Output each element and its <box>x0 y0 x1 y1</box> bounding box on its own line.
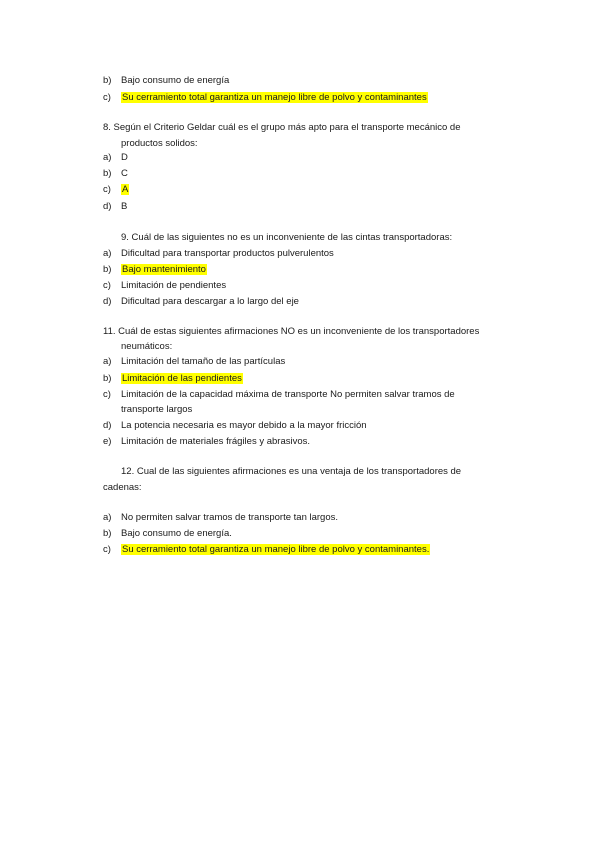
option-e <box>103 436 310 448</box>
option-b <box>103 168 128 180</box>
option-text: Dificultad para transportar productos pulverulentos <box>121 248 334 259</box>
option-d <box>103 201 127 213</box>
question-8-line1: 8. Según el Criterio Geldar cuál es el grupo más apto para el transporte mecánico de <box>103 122 461 133</box>
option-text: Bajo consumo de energía <box>121 75 230 86</box>
option-letter: a) <box>103 356 112 367</box>
highlighted-answer: Bajo mantenimiento <box>122 264 206 275</box>
option-text: C <box>121 168 128 179</box>
option-text: Dificultad para descargar a lo largo del eje <box>121 296 299 307</box>
highlighted-answer: A <box>122 184 129 195</box>
option-text: Bajo consumo de energía. <box>121 528 232 539</box>
option-letter: c) <box>103 280 111 291</box>
option-letter: d) <box>103 201 112 212</box>
option-letter: a) <box>103 152 112 163</box>
option-c <box>103 389 455 401</box>
option-letter: b) <box>103 75 112 86</box>
question-8-line2: productos solidos: <box>121 138 198 149</box>
option-c <box>103 544 430 556</box>
option-text: Limitación del tamaño de las partículas <box>121 356 286 367</box>
question-11-line1: 11. Cuál de estas siguientes afirmaciones NO es un inconveniente de los transportadores <box>103 326 480 337</box>
option-b <box>103 264 207 276</box>
option-text: Limitación de la capacidad máxima de transporte No permiten salvar tramos de <box>121 389 455 400</box>
option-d <box>103 420 367 432</box>
option-text: La potencia necesaria es mayor debido a la mayor fricción <box>121 420 367 431</box>
option-a <box>103 152 128 164</box>
option-text: No permiten salvar tramos de transporte tan largos. <box>121 512 339 523</box>
highlighted-answer: Limitación de las pendientes <box>122 373 242 384</box>
option-c <box>103 184 129 196</box>
option-letter: d) <box>103 296 112 307</box>
question-12-line1: 12. Cual de las siguientes afirmaciones es una ventaja de los transportadores de <box>121 466 462 477</box>
option-d <box>103 296 299 308</box>
option-b <box>103 528 232 540</box>
option-letter: a) <box>103 248 112 259</box>
option-b <box>103 75 229 87</box>
highlighted-answer: Su cerramiento total garantiza un manejo libre de polvo y contaminantes <box>122 92 427 103</box>
option-letter: b) <box>103 373 112 384</box>
option-a <box>103 512 338 524</box>
option-c <box>103 280 226 292</box>
question-12-line2: cadenas: <box>103 482 142 493</box>
option-a <box>103 248 334 260</box>
option-letter: d) <box>103 420 112 431</box>
option-letter: c) <box>103 92 111 103</box>
option-text: Limitación de pendientes <box>121 280 227 291</box>
option-letter: a) <box>103 512 112 523</box>
option-letter: b) <box>103 168 112 179</box>
option-text: D <box>121 152 128 163</box>
option-a <box>103 356 285 368</box>
option-text: B <box>121 201 128 212</box>
option-text-continuation: transporte largos <box>121 404 193 415</box>
option-letter: c) <box>103 389 111 400</box>
question-11-line2: neumáticos: <box>121 341 173 352</box>
question-9: 9. Cuál de las siguientes no es un inconveniente de las cintas transportadoras: <box>121 232 453 243</box>
option-b <box>103 373 243 385</box>
option-letter: b) <box>103 264 112 275</box>
highlighted-answer: Su cerramiento total garantiza un manejo libre de polvo y contaminantes. <box>122 544 430 555</box>
option-letter: c) <box>103 184 111 195</box>
option-letter: c) <box>103 544 111 555</box>
option-letter: b) <box>103 528 112 539</box>
option-letter: e) <box>103 436 112 447</box>
option-text: Limitación de materiales frágiles y abrasivos. <box>121 436 311 447</box>
option-c <box>103 92 428 104</box>
